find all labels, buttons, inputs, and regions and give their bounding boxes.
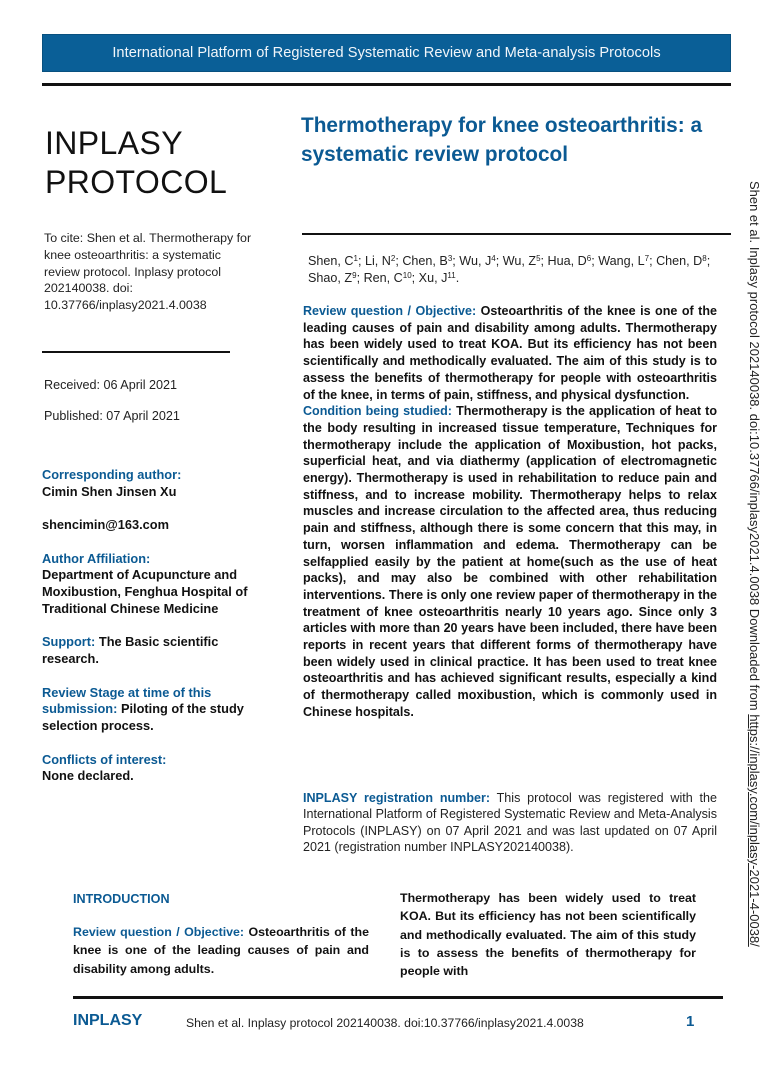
download-source-link[interactable]: https://inplasy.com/inplasy-2021-4-0038/ — [747, 714, 762, 947]
affiliation-value: Department of Acupuncture and Moxibustion, Fenghua Hospital of Traditional Chinese Medicine — [42, 567, 248, 616]
introduction-left-column — [73, 923, 369, 978]
author: Shao, $Z^9$; — [308, 270, 364, 285]
footer-citation: Shen et al. Inplasy protocol 202140038. doi:10.37766/inplasy2021.4.0038 — [186, 1016, 584, 1030]
author-affiliation-index: 8 — [702, 254, 707, 263]
condition-label: Condition being studied: — [303, 404, 452, 419]
email-address[interactable]: shencimin@163.com — [42, 517, 169, 533]
left-column-divider — [42, 351, 230, 353]
author: Hua, $D^6$; — [547, 254, 599, 268]
author: Chen, $D^8$; — [656, 254, 711, 268]
abstract-objective — [303, 303, 717, 403]
review-stage-value: Piloting of the study selection process. — [42, 701, 244, 734]
intro-objective-label: Review question / Objective: — [73, 925, 245, 939]
author: Chen, $B^3$; — [402, 254, 460, 268]
footer-brand: INPLASY — [73, 1012, 143, 1029]
publication-dates — [44, 378, 180, 440]
introduction-right-column: Thermotherapy has been widely used to treat KOA. But its efficiency has not been scientifically and methodically evaluated. The aim of this study is to assess the benefits of thermotherapy for people with — [400, 891, 696, 979]
review-stage-label: Review Stage at time of this submission: — [42, 684, 212, 717]
received-date: Received: 06 April 2021 — [44, 378, 178, 392]
author: Wu, $J^4$; — [459, 254, 503, 268]
protocol-brand-title — [45, 124, 227, 202]
registration-info — [303, 790, 717, 856]
corresponding-author-value: Cimin Shen Jinsen Xu — [42, 483, 177, 499]
objective-label: Review question / Objective: — [303, 304, 477, 318]
author-affiliation-index: 6 — [586, 254, 592, 263]
corresponding-author-label: Corresponding author: — [42, 467, 182, 482]
support-value: The Basic scientific research. — [42, 634, 219, 667]
download-watermark-text: Shen et al. Inplasy protocol 202140038. doi:10.37766/inplasy2021.4.0038 Downloaded from — [747, 181, 762, 715]
author-affiliation — [42, 551, 272, 618]
footer-divider — [73, 996, 723, 999]
intro-left-text: Osteoarthritis of the knee is one of the leading causes of pain and disability among adults. — [73, 925, 369, 976]
author: Wu, $Z^5$; — [502, 254, 548, 268]
author-affiliation-index: 1 — [353, 254, 358, 263]
abstract — [303, 303, 717, 721]
author: Wang, $L^7$; — [598, 254, 657, 268]
conflicts-value: None declared. — [42, 768, 134, 784]
author-affiliation-index: 4 — [491, 254, 496, 263]
abstract-condition — [303, 403, 717, 720]
journal-banner — [42, 34, 731, 72]
author-affiliation-index: 7 — [644, 254, 650, 263]
support-info — [42, 634, 272, 668]
condition-text: Thermotherapy is the application of heat to the body resulting in increased tissue temperature, Techniques for thermotherapy include the application of Moxibustion, hot packs, superficial heat, and via diathermy (application of electromagnetic energy). Thermotherapy is used in rehabilitation to reduce pain and stiffness, and to increase mobility. Thermotherapy helps to relax muscles and increase circulation to the affected area, thus reducing pain and stiffness, although there is some concern that this may, in turn, worsen inflammation and edema. Thermotherapy can be selfapplied easily by the patient at home(such as the use of heat packs), and may also be combined with other rehabilitation interventions. There is only one review paper of thermotherapy in the treatment of knee osteoarthritis nearly 10 years ago. Since only 3 articles with more than 20 years have been included, there have been reports in recent years that different forms of thermotherapy have been widely used in clinical practice. It has been used to treat knee osteoarthritis and has achieved significant results, especially a kind of thermotherapy called moxibustion, which is commonly used in Chinese hospitals. — [303, 404, 717, 719]
conflicts-of-interest — [42, 752, 272, 786]
author: Shen, $C^1$; — [308, 254, 365, 268]
author-affiliation-index: 2 — [390, 254, 396, 263]
introduction-heading: INTRODUCTION — [73, 892, 170, 906]
published-date: Published: 07 April 2021 — [44, 409, 180, 423]
support-label: Support: — [42, 634, 96, 650]
paper-title: Thermotherapy for knee osteoarthritis: a systematic review protocol — [301, 114, 703, 166]
registration-label: INPLASY registration number: — [303, 791, 491, 805]
brand-line-2: PROTOCOL — [45, 164, 228, 200]
author: Li, $N^2$; — [364, 254, 403, 268]
conflicts-label: Conflicts of interest: — [42, 751, 167, 767]
author-list — [308, 253, 728, 286]
author-affiliation-index: 5 — [536, 254, 541, 263]
author-affiliation-index: 9 — [352, 270, 357, 280]
author: Xu, $J^{11}$. — [418, 270, 460, 285]
header-divider — [42, 83, 731, 86]
registration-text: This protocol was registered with the International Platform of Registered Systematic Review and Meta-Analysis Protocols (INPLASY) on 07 April 2021 and was last updated on 07 April 2021 (registration number INPLASY202140038). — [303, 791, 717, 855]
objective-text: Osteoarthritis of the knee is one of the leading causes of pain and disability among adults. Thermotherapy has been widely used to treat KOA. But its efficiency has not been scientifically and methodically evaluated. The aim of this study is to assess the benefits of thermotherapy for people with osteoarthritis of the knee, in terms of pain, stiffness, and physical dysfunction. — [303, 304, 717, 402]
author: Ren, $C^{10}$; — [363, 270, 419, 285]
page-number: 1 — [686, 1013, 695, 1030]
contact-email — [42, 517, 272, 534]
journal-banner-text: International Platform of Registered Systematic Review and Meta-analysis Protocols — [112, 45, 661, 61]
authors-divider — [302, 233, 731, 235]
author-affiliation-index: 11 — [447, 270, 456, 280]
author-affiliation-index: 10 — [402, 270, 412, 280]
review-stage — [42, 685, 272, 735]
download-watermark — [747, 181, 762, 947]
author-affiliation-index: 3 — [447, 254, 453, 263]
affiliation-label: Author Affiliation: — [42, 550, 151, 566]
citation-text: To cite: Shen et al. Thermotherapy for knee osteoarthritis: a systematic review protocol. Inplasy protocol 202140038. doi: 10.37766/inplasy2021.4.0038 — [44, 231, 252, 313]
brand-line-1: INPLASY — [45, 125, 183, 161]
article-metadata — [42, 467, 272, 802]
corresponding-author — [42, 467, 272, 501]
